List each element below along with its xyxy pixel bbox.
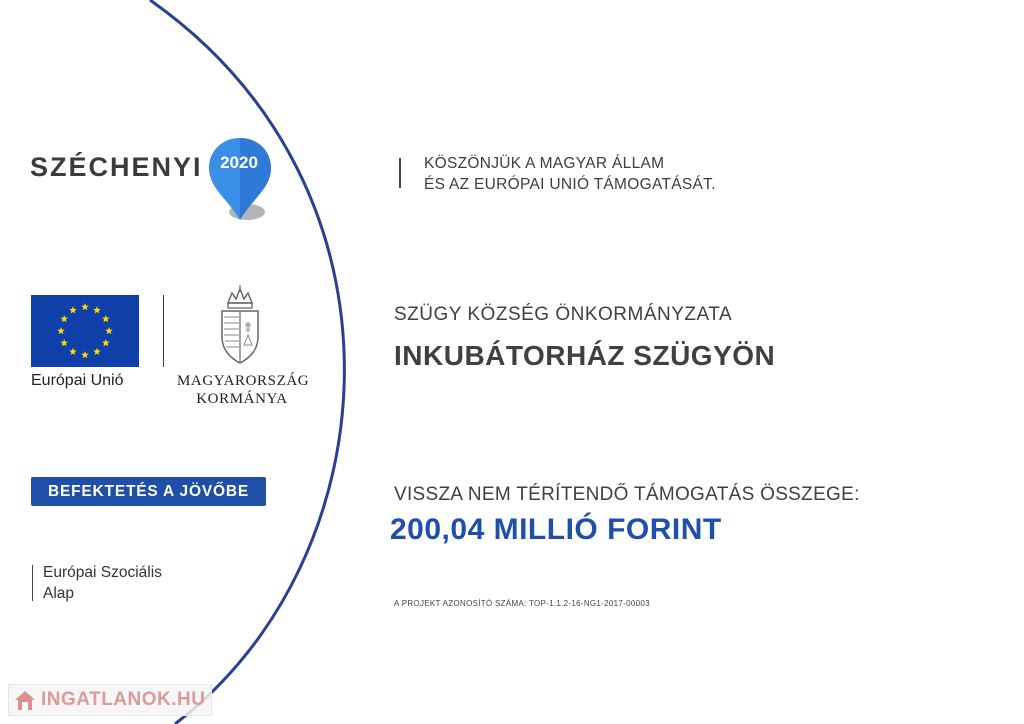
- house-icon: [13, 689, 37, 711]
- szechenyi-year: 2020: [220, 153, 258, 172]
- project-title: INKUBÁTORHÁZ SZÜGYÖN: [394, 340, 776, 371]
- government-line-1: MAGYARORSZÁG: [177, 373, 310, 389]
- government-label: [177, 372, 310, 408]
- grant-label: VISSZA NEM TÉRÍTENDŐ TÁMOGATÁS ÖSSZEGE:: [394, 484, 860, 505]
- fund-divider: [32, 565, 33, 601]
- thanks-line-2: ÉS AZ EURÓPAI UNIÓ TÁMOGATÁSÁT.: [424, 176, 716, 193]
- coat-of-arms-icon: [218, 285, 262, 365]
- eu-label: Európai Unió: [31, 372, 124, 389]
- thanks-text: [424, 153, 716, 195]
- fund-line-1: Európai Szociális: [43, 564, 162, 581]
- eu-gov-divider: [163, 295, 164, 367]
- eu-flag-icon: [31, 295, 139, 367]
- watermark: [8, 684, 212, 716]
- organization-name: SZÜGY KÖZSÉG ÖNKORMÁNYZATA: [394, 304, 733, 325]
- location-pin-icon: [205, 136, 275, 226]
- fund-line-2: Alap: [43, 585, 75, 602]
- grant-amount: 200,04 MILLIÓ FORINT: [390, 513, 722, 546]
- fund-label: [43, 562, 162, 604]
- government-line-2: KORMÁNYA: [196, 391, 288, 407]
- invest-banner: BEFEKTETÉS A JÖVŐBE: [31, 477, 266, 506]
- thanks-divider: [399, 158, 401, 188]
- project-id: A PROJEKT AZONOSÍTÓ SZÁMA: TOP-1.1.2-16-NG1-2017-00003: [394, 599, 650, 608]
- szechenyi-logo-text: SZÉCHENYI: [30, 152, 203, 182]
- thanks-line-1: KÖSZÖNJÜK A MAGYAR ÁLLAM: [424, 155, 665, 172]
- watermark-text: INGATLANOK.HU: [41, 689, 206, 710]
